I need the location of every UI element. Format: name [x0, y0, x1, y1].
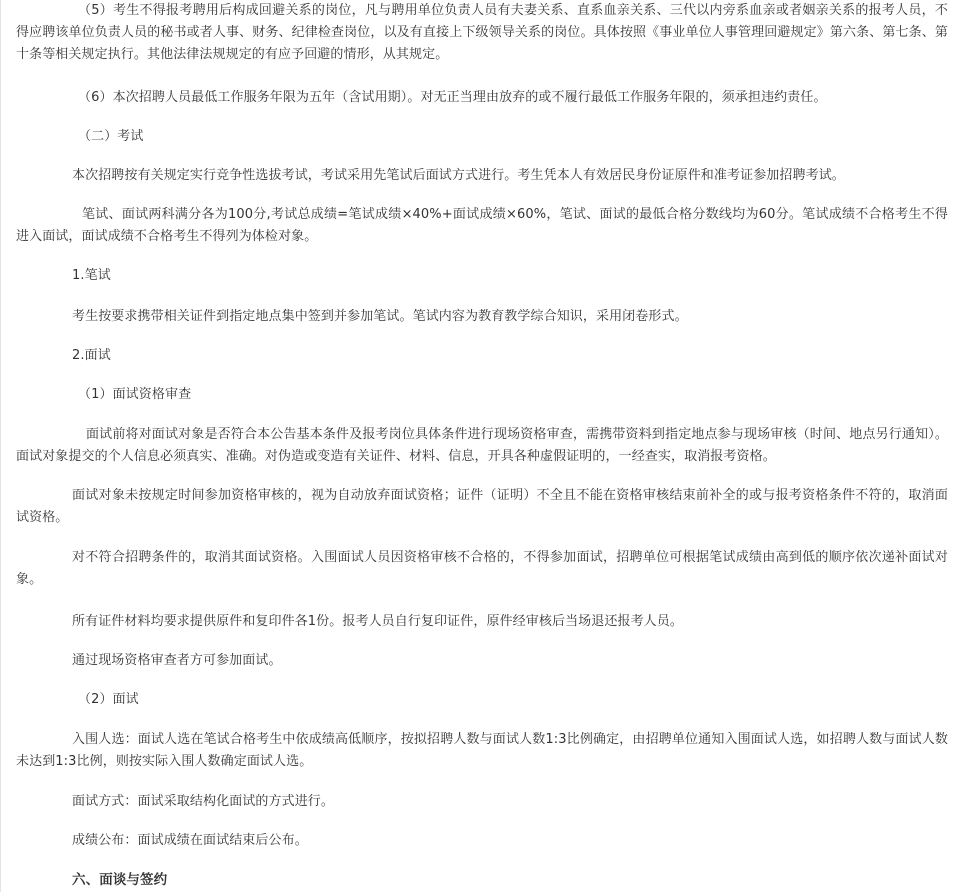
subheading-interview-detail: （2）面试: [78, 692, 139, 707]
paragraph-results: 成绩公布：面试成绩在面试结束后公布。: [72, 833, 308, 848]
subheading-qualification-review: （1）面试资格审查: [78, 387, 192, 402]
paragraph-exam-intro: 本次招聘按有关规定实行竞争性选拔考试，考试采用先笔试后面试方式进行。考生凭本人有效居民身份证原件和准考证参加招聘考试。: [72, 168, 845, 183]
paragraph-avoidance-rule: （5）考生不得报考聘用后构成回避关系的岗位，凡与聘用单位负责人员有夫妻关系、直系血亲关系、三代以内旁系血亲或者姻亲关系的报考人员，不得应聘该单位负责人员的秘书或者人事、财务、纪律检查岗位，以及有直接上下级领导关系的岗位。具体按照《事业单位人事管理回避规定》第六条、第七条、第十条等相关规定执行。其他法律法规规定的有应予回避的情形，从其规定。: [16, 3, 948, 62]
paragraph-score-formula: 笔试、面试两科满分各为100分,考试总成绩=笔试成绩×40%+面试成绩×60%，笔试、面试的最低合格分数线均为60分。笔试成绩不合格考生不得进入面试，面试成绩不合格考生不得列为体检对象。: [16, 207, 948, 244]
paragraph-qualification-review: 面试前将对面试对象是否符合本公告基本条件及报考岗位具体条件进行现场资格审查，需携带资料到指定地点参与现场审核（时间、地点另行通知）。面试对象提交的个人信息必须真实、准确。对伪造或变造有关证件、材料、信息，开具各种虚假证明的，一经查实，取消报考资格。: [16, 427, 948, 464]
paragraph-interview-method: 面试方式：面试采取结构化面试的方式进行。: [72, 794, 335, 809]
paragraph-documents: 所有证件材料均要求提供原件和复印件各1份。报考人员自行复印证件，原件经审核后当场退还报考人员。: [72, 614, 683, 629]
paragraph-absent-review: 面试对象未按规定时间参加资格审核的，视为自动放弃面试资格；证件（证明）不全且不能在资格审核结束前补全的或与报考资格条件不符的，取消面试资格。: [16, 488, 948, 525]
paragraph-written-exam: 考生按要求携带相关证件到指定地点集中签到并参加笔试。笔试内容为教育教学综合知识，采用闭卷形式。: [72, 309, 688, 324]
paragraph-shortlist: 入围人选：面试人选在笔试合格考生中依成绩高低顺序，按拟招聘人数与面试人数1:3比例确定，由招聘单位通知入围面试人选，如招聘人数与面试人数未达到1:3比例，则按实际入围人数确定面试人选。: [16, 732, 948, 769]
paragraph-pass-review: 通过现场资格审查者方可参加面试。: [72, 653, 282, 668]
subheading-interview: 2.面试: [72, 348, 111, 363]
subheading-written-exam: 1.笔试: [72, 268, 111, 283]
section-heading-signing: 六、面谈与签约: [72, 872, 168, 888]
paragraph-disqualified: 对不符合招聘条件的，取消其面试资格。入围面试人员因资格审核不合格的，不得参加面试，招聘单位可根据笔试成绩由高到低的顺序依次递补面试对象。: [16, 550, 948, 587]
section-heading-exam: （二）考试: [78, 129, 144, 144]
paragraph-service-years: （6）本次招聘人员最低工作服务年限为五年（含试用期）。对无正当理由放弃的或不履行最低工作服务年限的，须承担违约责任。: [78, 90, 827, 105]
